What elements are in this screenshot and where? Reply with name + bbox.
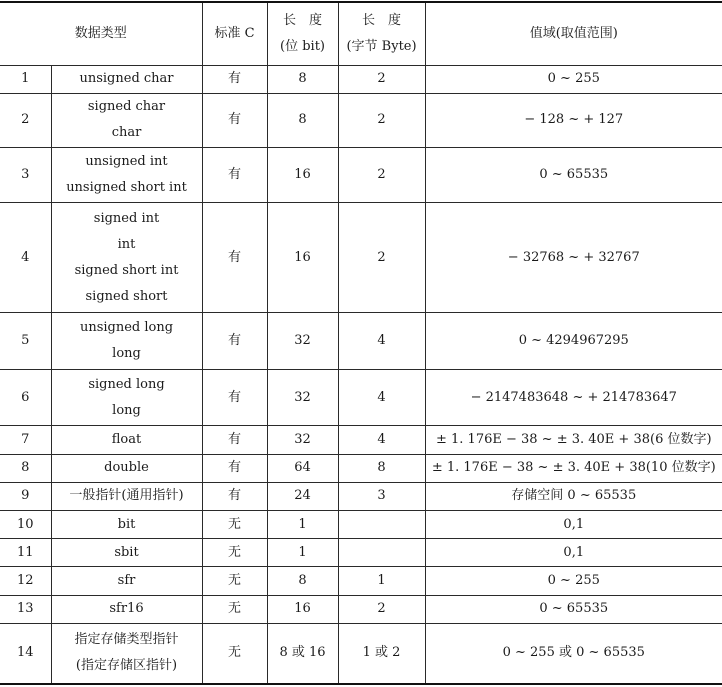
std-c: 有: [202, 426, 267, 454]
value-range: − 128 ~ + 127: [425, 93, 722, 147]
type-name-line: sbit: [114, 544, 139, 560]
byte-length: 2: [338, 202, 425, 313]
byte-length: 2: [338, 595, 425, 623]
byte-length: [338, 511, 425, 539]
byte-length: 4: [338, 369, 425, 425]
byte-length: 2: [338, 65, 425, 93]
row-number: 3: [0, 148, 51, 202]
byte-length: 2: [338, 93, 425, 147]
table-row: [0, 539, 722, 567]
byte-length: 8: [338, 454, 425, 482]
type-name-line: signed char: [87, 99, 166, 115]
table-row: [0, 202, 722, 313]
byte-length: 3: [338, 482, 425, 510]
row-number: 7: [0, 426, 51, 454]
type-name-line: 指定存储类型指针: [74, 632, 179, 648]
type-name: [51, 511, 202, 539]
bit-length: 32: [267, 426, 338, 454]
type-name: [51, 369, 202, 425]
table-row: [0, 93, 722, 147]
header-bits-line: 长 度: [283, 12, 323, 28]
table-row: [0, 369, 722, 425]
std-c: 无: [202, 511, 267, 539]
row-number: 13: [0, 595, 51, 623]
std-c: 有: [202, 369, 267, 425]
type-name-line: long: [112, 402, 141, 418]
byte-length: 4: [338, 313, 425, 369]
type-name-line: double: [104, 460, 149, 476]
std-c: 有: [202, 313, 267, 369]
header-bytes-line: (字节 Byte): [346, 38, 417, 54]
byte-length: 1: [338, 567, 425, 595]
bit-length: 64: [267, 454, 338, 482]
type-name-line: int: [117, 236, 136, 252]
bit-length: 1: [267, 511, 338, 539]
table-row: [0, 454, 722, 482]
type-name: [51, 313, 202, 369]
table-row: [0, 65, 722, 93]
byte-length: 1 或 2: [338, 623, 425, 684]
value-range: − 32768 ~ + 32767: [425, 202, 722, 313]
type-name-line: unsigned short int: [66, 179, 187, 195]
row-number: 8: [0, 454, 51, 482]
type-name-line: unsigned char: [79, 71, 174, 87]
std-c: 有: [202, 202, 267, 313]
row-number: 6: [0, 369, 51, 425]
table-row: [0, 595, 722, 623]
type-name-line: signed short: [85, 288, 168, 304]
header-std: 标准 C: [202, 2, 267, 65]
type-name: [51, 202, 202, 313]
type-name: [51, 482, 202, 510]
std-c: 有: [202, 454, 267, 482]
type-name: [51, 93, 202, 147]
row-number: 12: [0, 567, 51, 595]
type-name-line: signed short int: [74, 262, 179, 278]
value-range: 0 ~ 255 或 0 ~ 65535: [425, 623, 722, 684]
header-row: [0, 2, 722, 65]
table-row: [0, 313, 722, 369]
type-name-line: unsigned long: [79, 320, 174, 336]
value-range: ± 1. 176E − 38 ~ ± 3. 40E + 38(10 位数字): [425, 454, 722, 482]
value-range: − 2147483648 ~ + 214783647: [425, 369, 722, 425]
value-range: 0 ~ 65535: [425, 148, 722, 202]
type-name: [51, 454, 202, 482]
row-number: 1: [0, 65, 51, 93]
std-c: 无: [202, 623, 267, 684]
value-range: ± 1. 176E − 38 ~ ± 3. 40E + 38(6 位数字): [425, 426, 722, 454]
type-name-line: sfr: [117, 573, 136, 589]
bit-length: 16: [267, 595, 338, 623]
bit-length: 8: [267, 93, 338, 147]
table-row: [0, 426, 722, 454]
type-name: [51, 539, 202, 567]
value-range: 0 ~ 65535: [425, 595, 722, 623]
header-bits: [267, 2, 338, 65]
table-body: [0, 65, 722, 684]
type-name-line: char: [111, 125, 142, 141]
bit-length: 1: [267, 539, 338, 567]
bit-length: 16: [267, 202, 338, 313]
type-name: [51, 65, 202, 93]
type-name: [51, 567, 202, 595]
type-name: [51, 148, 202, 202]
byte-length: 2: [338, 148, 425, 202]
row-number: 14: [0, 623, 51, 684]
table-row: [0, 567, 722, 595]
data-type-table: [0, 1, 722, 685]
type-name-line: signed long: [88, 376, 165, 392]
std-c: 无: [202, 539, 267, 567]
bit-length: 32: [267, 313, 338, 369]
std-c: 无: [202, 567, 267, 595]
table-row: [0, 511, 722, 539]
type-name-line: unsigned int: [85, 153, 168, 169]
table-row: [0, 623, 722, 684]
table-row: [0, 482, 722, 510]
header-range: 值域(取值范围): [425, 2, 722, 65]
std-c: 有: [202, 148, 267, 202]
row-number: 4: [0, 202, 51, 313]
header-type: 数据类型: [0, 2, 202, 65]
header-bytes: [338, 2, 425, 65]
byte-length: [338, 539, 425, 567]
type-name: [51, 426, 202, 454]
type-name-line: (指定存储区指针): [75, 658, 178, 674]
type-name-line: sfr16: [109, 601, 144, 617]
bit-length: 16: [267, 148, 338, 202]
row-number: 9: [0, 482, 51, 510]
value-range: 0,1: [425, 511, 722, 539]
value-range: 存储空间 0 ~ 65535: [425, 482, 722, 510]
header-bits-line: (位 bit): [280, 38, 325, 54]
type-name: [51, 623, 202, 684]
bit-length: 8: [267, 567, 338, 595]
value-range: 0 ~ 255: [425, 65, 722, 93]
type-name-line: bit: [117, 516, 136, 532]
value-range: 0 ~ 255: [425, 567, 722, 595]
bit-length: 24: [267, 482, 338, 510]
std-c: 无: [202, 595, 267, 623]
type-name-line: 一般指针(通用指针): [69, 488, 184, 504]
value-range: 0,1: [425, 539, 722, 567]
type-name-line: signed int: [93, 210, 160, 226]
value-range: 0 ~ 4294967295: [425, 313, 722, 369]
std-c: 有: [202, 93, 267, 147]
std-c: 有: [202, 65, 267, 93]
bit-length: 32: [267, 369, 338, 425]
row-number: 10: [0, 511, 51, 539]
type-name-line: float: [111, 432, 142, 447]
bit-length: 8 或 16: [267, 623, 338, 684]
type-name-line: long: [112, 346, 141, 362]
table-row: [0, 148, 722, 202]
byte-length: 4: [338, 426, 425, 454]
row-number: 11: [0, 539, 51, 567]
row-number: 5: [0, 313, 51, 369]
bit-length: 8: [267, 65, 338, 93]
std-c: 有: [202, 482, 267, 510]
type-name: [51, 595, 202, 623]
header-bytes-line: 长 度: [362, 12, 402, 28]
row-number: 2: [0, 93, 51, 147]
